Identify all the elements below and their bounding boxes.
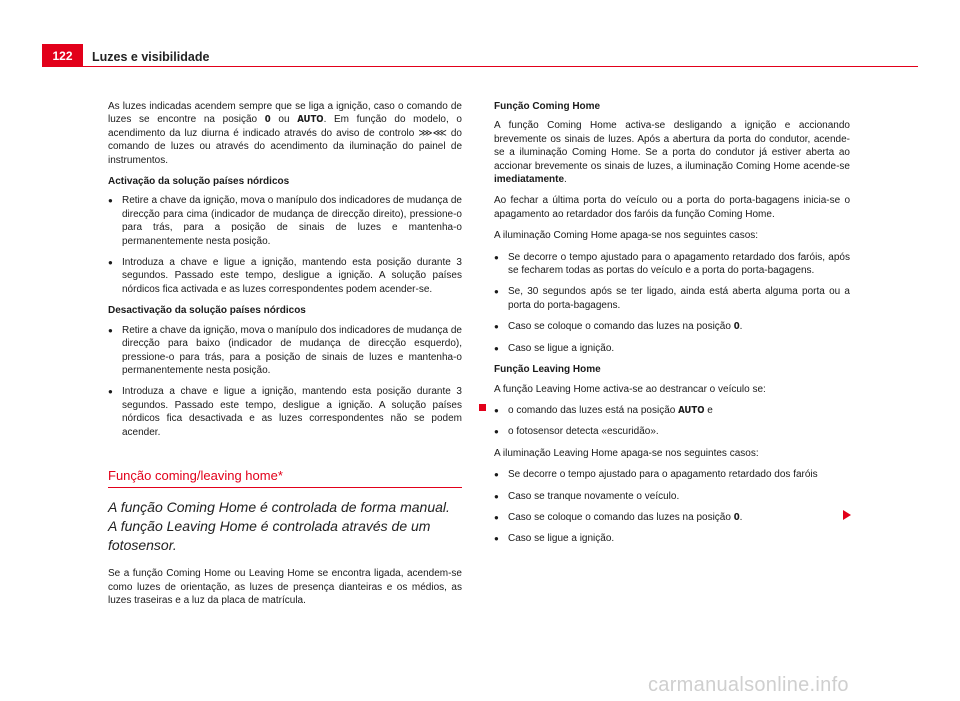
list-item: ● Introduza a chave e ligue a ignição, mantendo esta posição durante 3 segundos. Passado este tempo, desligue a ignição. A solução países nórdicos fica activada e as luzes correspondentes podem acender-se.: [108, 256, 462, 296]
list-item: ● Retire a chave da ignição, mova o manípulo dos indicadores de mudança de direcção para cima (indicador de mudança de direcção direito), pressione-o para trás, para a posição de sinais de luzes e mantenha-o permanentemente nesta posição.: [108, 194, 462, 248]
deactivation-subheading: Desactivação da solução países nórdicos: [108, 305, 306, 317]
coming-home-subheading: Função Coming Home: [494, 101, 601, 112]
list-item: ● o fotosensor detecta «escuridão».: [494, 425, 850, 438]
left-column: [108, 100, 462, 616]
position-0-symbol: 0: [733, 511, 740, 523]
list-item: ● Retire a chave da ignição, mova o manípulo dos indicadores de mudança de direcção para baixo (indicador de mudança de direcção esquerdo), pressione-o para trás, para a posição de sinais de luzes e mantenha-o permanentemente nesta posição.: [108, 324, 462, 378]
activation-subheading: Activação da solução países nórdicos: [108, 176, 290, 188]
daytime-light-warning-icon: ⋙⋘: [418, 127, 447, 139]
watermark: carmanualsonline.info: [648, 674, 849, 696]
coming-home-off-intro: A iluminação Coming Home apaga-se nos seguintes casos:: [494, 230, 759, 242]
list-item: ● Caso se ligue a ignição.: [494, 342, 850, 355]
list-item: ● Se decorre o tempo ajustado para o apagamento retardado dos faróis, após se fecharem todas as portas do veículo e a porta do porta-bagagens.: [494, 251, 850, 278]
leaving-home-intro: A função Leaving Home activa-se ao destrancar o veículo se:: [494, 383, 766, 395]
leaving-home-subheading: Função Leaving Home: [494, 364, 601, 376]
end-of-section-marker: [479, 404, 486, 411]
section-heading: Função coming/leaving home*: [108, 469, 462, 488]
coming-home-paragraph-2: Ao fechar a última porta do veículo ou a porta do porta-bagagens inicia-se o apagamento ao retardador dos faróis da função Coming Home.: [494, 195, 850, 220]
position-auto-symbol: AUTO: [678, 404, 705, 416]
intro-paragraph: As luzes indicadas acendem sempre que se liga a ignição, caso o comando de luzes se encontre na posição 0 ou AUTO. Em função do modelo, o acendimento da luz diurna é indicado através do aviso de controlo ⋙⋘ do comando de luzes ou através do acendimento da iluminação do painel de instrumentos.: [108, 101, 462, 166]
list-item: ● o comando das luzes está na posição AUTO e: [494, 404, 850, 417]
list-item: ● Caso se coloque o comando das luzes na posição 0.: [494, 320, 850, 333]
section-intro: A função Coming Home é controlada de forma manual. A função Leaving Home é controlada através de um fotosensor.: [108, 499, 450, 554]
position-auto-symbol: AUTO: [297, 114, 324, 126]
continue-arrow-icon: [843, 510, 851, 520]
leaving-home-off-intro: A iluminação Leaving Home apaga-se nos seguintes casos:: [494, 447, 759, 459]
page-number: 122: [42, 44, 83, 67]
coming-home-paragraph: A função Coming Home activa-se desligando a ignição e accionando brevemente os sinais de luzes. Após a abertura da porta do condutor, acende-se a iluminação Coming Home. Se a porta do condutor já estiver aberta ao accionar brevemente os sinais de luzes, a iluminação Coming Home acende-se imediatamente.: [494, 120, 850, 186]
section-body: Se a função Coming Home ou Leaving Home se encontra ligada, acendem-se como luzes de orientação, as luzes de presença dianteiras e os médios, as luzes traseiras e a luz da placa de matrícula.: [108, 568, 462, 607]
list-item: ● Introduza a chave e ligue a ignição, mantendo esta posição durante 3 segundos. Passado este tempo, desligue a ignição. A solução países nórdicos fica desactivada e as luzes correspondentes não se podem acender.: [108, 385, 462, 439]
position-0-symbol: 0: [733, 321, 740, 333]
header-divider: [42, 66, 918, 67]
list-item: ● Caso se ligue a ignição.: [494, 532, 850, 545]
right-column: [494, 100, 850, 554]
list-item: ● Caso se coloque o comando das luzes na posição 0.: [494, 511, 850, 524]
position-0-symbol: 0: [264, 114, 271, 126]
page-header-title: Luzes e visibilidade: [92, 50, 210, 64]
list-item: ● Se, 30 segundos após se ter ligado, ainda está aberta alguma porta ou a porta do porta-bagagens.: [494, 285, 850, 312]
list-item: ● Caso se tranque novamente o veículo.: [494, 490, 850, 503]
list-item: ● Se decorre o tempo ajustado para o apagamento retardado dos faróis: [494, 468, 850, 481]
